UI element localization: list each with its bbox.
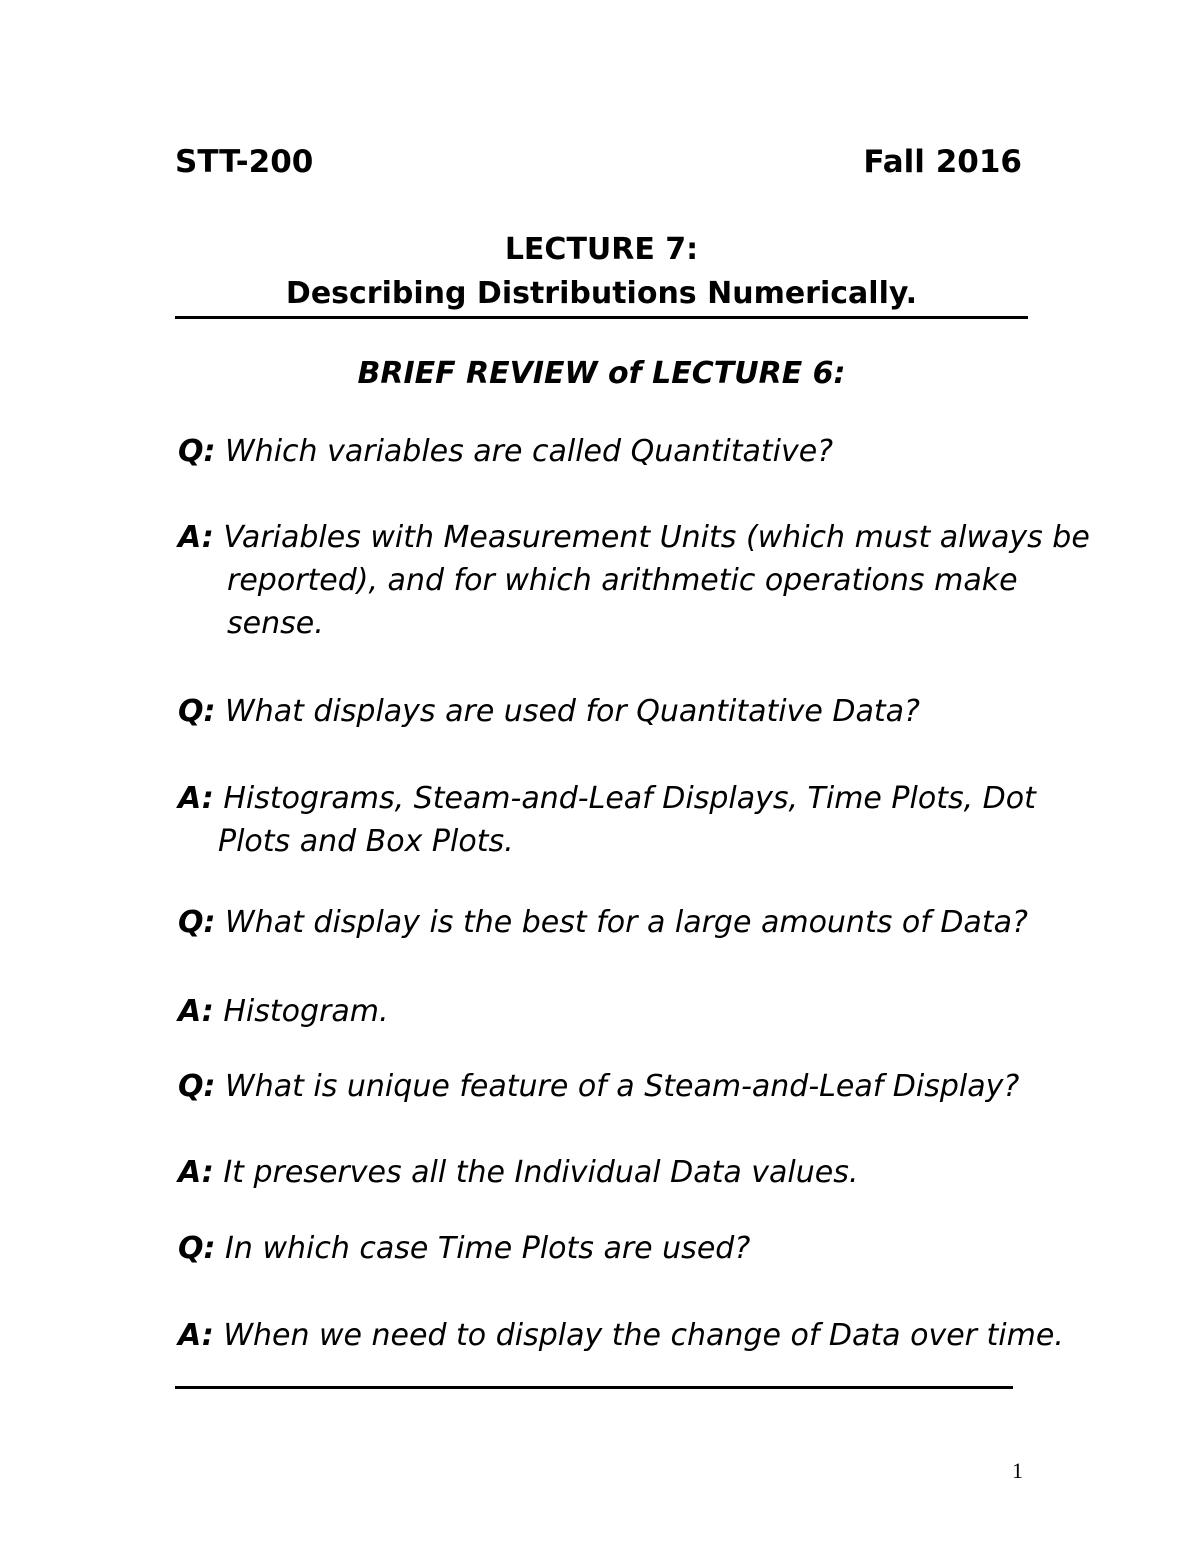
lecture-title (175, 228, 1028, 316)
qa-text: It preserves all the Individual Data values. (223, 1155, 859, 1190)
qa-text: Histogram. (223, 994, 389, 1029)
qa-tag: A: (178, 1155, 214, 1190)
qa-tag: A: (178, 1318, 214, 1353)
lecture-number: LECTURE 7: (504, 232, 699, 267)
qa-text: Variables with Measurement Units (which must always be (223, 520, 1090, 555)
qa-tag: Q: (178, 1231, 216, 1266)
qa-text: sense. (227, 606, 324, 641)
course-code: STT-200 (175, 144, 314, 180)
question-4 (178, 1065, 1048, 1108)
title-divider (175, 316, 1028, 319)
lecture-topic: Describing Distributions Numerically. (285, 276, 918, 311)
qa-tag: A: (178, 994, 214, 1029)
qa-text: In which case Time Plots are used? (225, 1231, 751, 1266)
qa-tag: A: (178, 781, 214, 816)
qa-tag: Q: (178, 694, 216, 729)
qa-tag: Q: (178, 905, 216, 940)
answer-3 (178, 990, 1048, 1033)
term: Fall 2016 (863, 144, 1022, 180)
question-1 (178, 430, 1048, 473)
page-number: 1 (1012, 1458, 1023, 1483)
qa-text: Plots and Box Plots. (218, 824, 514, 859)
answer-2 (178, 777, 1048, 863)
qa-tag: Q: (178, 1069, 216, 1104)
qa-text: What is unique feature of a Steam-and-Leaf Display? (225, 1069, 1020, 1104)
section-divider (175, 1386, 1013, 1389)
review-heading: BRIEF REVIEW of LECTURE 6: (357, 356, 846, 391)
qa-text: Which variables are called Quantitative? (225, 434, 834, 469)
qa-text: What displays are used for Quantitative Data? (225, 694, 920, 729)
answer-4 (178, 1151, 1048, 1194)
qa-text: When we need to display the change of Data over time. (223, 1318, 1064, 1353)
question-3 (178, 901, 1048, 944)
qa-text: Histograms, Steam-and-Leaf Displays, Time Plots, Dot (223, 781, 1036, 816)
qa-tag: A: (178, 520, 214, 555)
qa-tag: Q: (178, 434, 216, 469)
question-2 (178, 690, 1048, 733)
answer-1 (178, 516, 1090, 645)
question-5 (178, 1227, 1048, 1270)
answer-5 (178, 1314, 1064, 1357)
qa-text: reported), and for which arithmetic operations make (227, 563, 1018, 598)
qa-text: What display is the best for a large amounts of Data? (225, 905, 1028, 940)
